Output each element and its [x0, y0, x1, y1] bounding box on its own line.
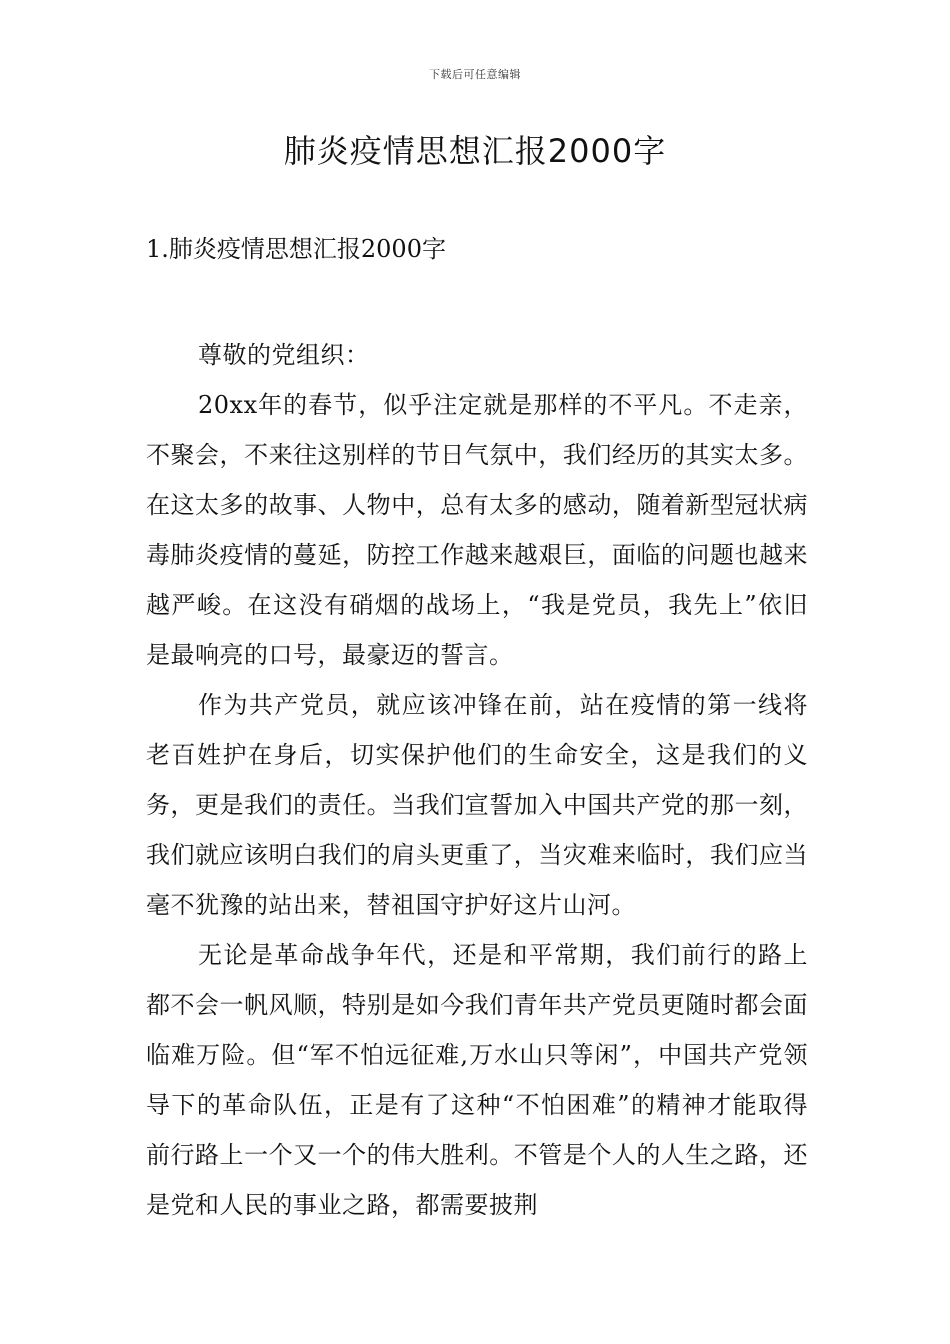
header-note: 下载后可任意编辑: [429, 68, 521, 81]
document-title: 肺炎疫情思想汇报2000字: [283, 132, 667, 170]
paragraph: 20xx年的春节，似乎注定就是那样的不平凡。不走亲，不聚会，不来往这别样的节日气氛中，我们经历的其实太多。在这太多的故事、人物中，总有太多的感动，随着新型冠状病毒肺炎疫情的蔓延，防控工作越来越艰巨，面临的问题也越来越严峻。在这没有硝烟的战场上，“我是党员，我先上”依旧是最响亮的口号，最豪迈的誓言。: [146, 391, 808, 669]
salutation: 尊敬的党组织：: [198, 341, 370, 369]
section-heading: 1.肺炎疫情思想汇报2000字: [146, 235, 446, 263]
paragraph: 无论是革命战争年代，还是和平常期，我们前行的路上都不会一帆风顺，特别是如今我们青年共产党员更随时都会面临难万险。但“军不怕远征难,万水山只等闲”，中国共产党领导下的革命队伍，正是有了这种“不怕困难”的精神才能取得前行路上一个又一个的伟大胜利。不管是个人的人生之路，还是党和人民的事业之路，都需要披荆: [146, 941, 808, 1219]
paragraph: 作为共产党员，就应该冲锋在前，站在疫情的第一线将老百姓护在身后，切实保护他们的生命安全，这是我们的义务，更是我们的责任。当我们宣誓加入中国共产党的那一刻，我们就应该明白我们的肩头更重了，当灾难来临时，我们应当毫不犹豫的站出来，替祖国守护好这片山河。: [146, 691, 808, 919]
body-text: [146, 330, 808, 1230]
